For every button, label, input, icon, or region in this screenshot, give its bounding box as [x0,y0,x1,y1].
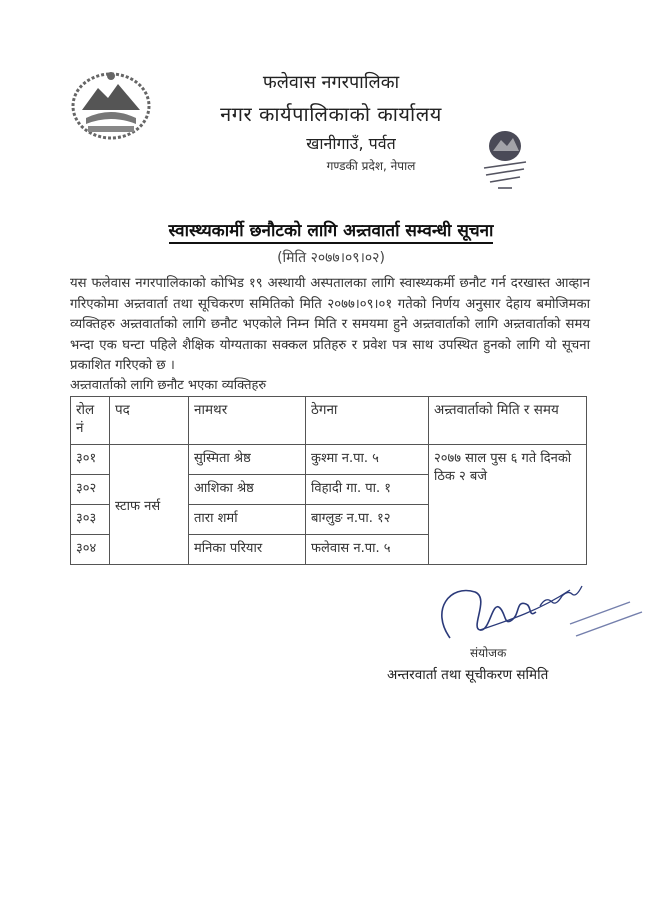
schedule-cell: २०७७ साल पुस ६ गते दिनको ठिक २ बजे [429,445,587,565]
header-roll: रोल नं [71,397,110,445]
address-cell: बाग्लुङ न.पा. १२ [306,505,429,535]
office-name: नगर कार्यपालिकाको कार्यालय [220,102,442,126]
office-province: गण्डकी प्रदेश, नेपाल [326,159,416,173]
candidates-table [70,396,587,565]
table-header-row [71,397,587,445]
position-cell: स्टाफ नर्स [110,445,189,565]
selected-list-title: अन्र्तवार्ताको लागि छनौट भएका व्यक्तिहरु [70,378,267,393]
header-position: पद [110,397,189,445]
roll-cell: ३०१ [71,445,110,475]
signature-icon [420,580,650,642]
signatory-role: संयोजक [470,646,507,660]
header-address: ठेगना [306,397,429,445]
name-cell: मनिका परियार [189,535,306,565]
table-row [71,445,587,475]
roll-cell: ३०३ [71,505,110,535]
address-cell: फलेवास न.पा. ५ [306,535,429,565]
office-location: खानीगाउँ, पर्वत [306,134,396,153]
header-name: नामथर [189,397,306,445]
header-schedule: अन्र्तवार्ताको मिति र समय [429,397,587,445]
roll-cell: ३०२ [71,475,110,505]
notice-date: (मिति २०७७।०९।०२) [277,250,385,266]
name-cell: तारा शर्मा [189,505,306,535]
name-cell: सुस्मिता श्रेष्ठ [189,445,306,475]
notice-title-text: स्वास्थ्यकार्मी छनौटको लागि अन्र्तवार्ता सम्वन्धी सूचना [169,221,494,244]
name-cell: आशिका श्रेष्ठ [189,475,306,505]
address-cell: विहादी गा. पा. १ [306,475,429,505]
roll-cell: ३०४ [71,535,110,565]
committee-name: अन्तरवार्ता तथा सूचीकरण समिति [387,667,549,683]
notice-title [0,218,662,241]
address-cell: कुश्मा न.पा. ५ [306,445,429,475]
office-stamp-icon [470,128,540,190]
municipality-name: फलेवास नगरपालिका [262,72,400,93]
notice-body: यस फलेवास नगरपालिकाको कोभिड १९ अस्थायी अस्पतालका लागि स्वास्थ्यकर्मी छनौट गर्न दरखास्त आव्हान गरिएकोमा अन्र्तवार्ता तथा सूचिकरण समितिको मिति २०७७।०९।०१ गतेको निर्णय अनुसार देहाय बमोजिमका व्यक्तिहरु अन्र्तवार्ताको लागि छनौट भएकोले निम्न मिति र समयमा हुने अन्र्तवार्ताको लागि अन्र्तवार्ताको समय भन्दा एक घन्टा पहिले शैक्षिक योग्यताका सक्कल प्रतिहरु र प्रवेश पत्र साथ उपस्थित हुनको लागि यो सूचना प्रकाशित गरिएको छ । [70,276,590,373]
